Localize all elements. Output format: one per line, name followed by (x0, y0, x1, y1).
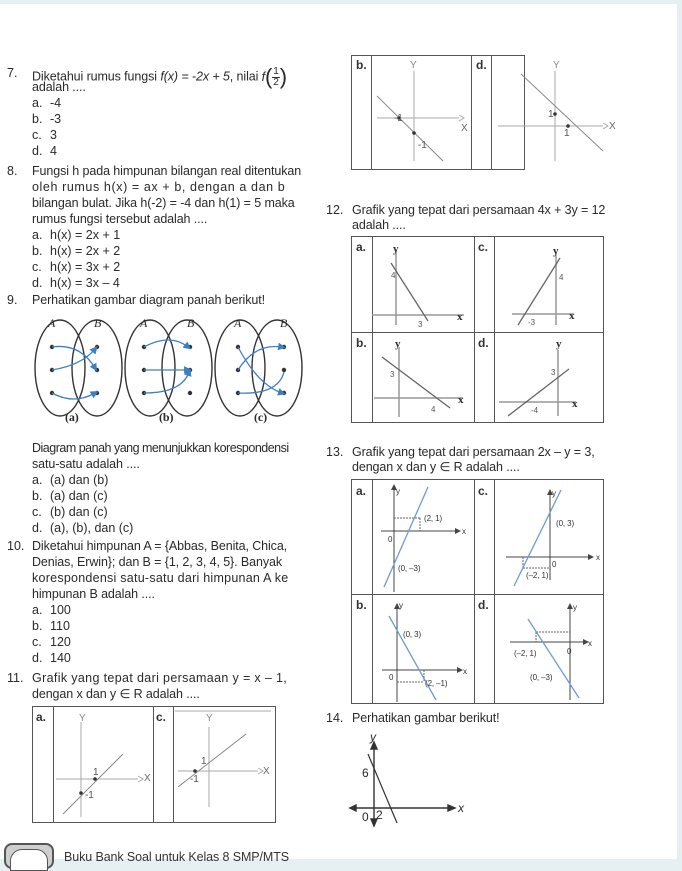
diagram-caption-b: (b) (159, 410, 174, 424)
intercept-label: 4 (431, 405, 436, 414)
intercept-label: -4 (531, 406, 538, 415)
question-text-line: Denias, Erwin}; dan B = {1, 2, 3, 4, 5}. Banyak (32, 555, 282, 569)
question-number: 12. (326, 203, 344, 217)
point-label: -1 (190, 774, 199, 785)
option-a[interactable]: a. h(x) = 2x + 1 (32, 228, 121, 242)
graph-option-c-label[interactable]: c. (156, 710, 167, 724)
question-text-line: Fungsi h pada himpunan bilangan real ditentukan (32, 164, 302, 178)
set-label-b: B (94, 316, 102, 330)
fraction-argument: f ( 1 2 ) (261, 64, 287, 89)
option-d[interactable]: d. 140 (32, 651, 71, 665)
graph-q13-a (372, 480, 472, 592)
y-axis-label: y (370, 730, 376, 744)
point-label: -1 (394, 113, 403, 124)
x-axis-label: x (596, 553, 600, 562)
graph-option-d-label[interactable]: d. (476, 58, 487, 72)
intercept-label: -3 (528, 318, 535, 327)
y-axis-label: Y (410, 60, 417, 71)
question-text-line: Grafik yang tepat dari persamaan 4x + 3y = 12 (352, 203, 606, 217)
question-number: 7. (7, 66, 18, 80)
x-axis-label: X (144, 773, 151, 784)
point-label: (0, –3) (398, 564, 421, 573)
x-axis-label: x (569, 310, 575, 322)
question-text-line: bilangan bulat. Jika h(-2) = -4 dan h(1) = 5 maka (32, 196, 295, 210)
set-label-b: B (187, 316, 195, 330)
question-text-line: Grafik yang tepat dari persamaan y = x – 1, (32, 671, 288, 685)
x-axis-label: x (462, 527, 466, 536)
graph-q13-b (372, 594, 472, 704)
intercept-label: 4 (391, 271, 396, 280)
question-text-line: satu-satu adalah .... (32, 457, 140, 471)
question-text: Perhatikan gambar diagram panah berikut! (32, 293, 265, 307)
point-label: -1 (418, 140, 427, 151)
graph-q12-d (494, 332, 604, 422)
graph-q13-c (494, 480, 604, 592)
intercept-label: 3 (551, 368, 556, 377)
question-text-line: dengan x dan y ∈ R adalah .... (32, 687, 200, 701)
graph-q11-c (173, 707, 273, 822)
y-axis-label: y (573, 603, 577, 612)
set-label-a: A (140, 316, 148, 330)
graph-option-b-label[interactable]: b. (356, 598, 367, 612)
question-text-line: Diketahui himpunan A = {Abbas, Benita, Chica, (32, 539, 288, 553)
question-text-line: dengan x dan y ∈ R adalah .... (352, 460, 520, 474)
graph-option-b-label[interactable]: b. (356, 58, 367, 72)
y-axis-label: Y (79, 713, 86, 724)
point-label: (2, 1) (424, 514, 443, 523)
set-label-b: B (280, 316, 288, 330)
x-axis-label: x (458, 801, 464, 815)
question-number: 14. (326, 711, 344, 725)
x-axis-label: X (609, 121, 616, 132)
origin-label: 0 (389, 673, 394, 682)
graph-q11-d (493, 56, 593, 169)
point-label: (0, –3) (530, 673, 553, 682)
option-a[interactable]: a. 100 (32, 603, 71, 617)
question-text-line: Grafik yang tepat dari persamaan 2x – y = 3, (352, 445, 595, 459)
option-a[interactable]: a. (a) dan (b) (32, 473, 109, 487)
set-label-a: A (48, 316, 56, 330)
option-d[interactable]: d. h(x) = 3x – 4 (32, 276, 120, 290)
x-axis-label: X (263, 766, 270, 777)
graph-option-b-label[interactable]: b. (356, 336, 367, 350)
question-text-line: himpunan B adalah .... (32, 587, 155, 601)
point-label: 1 (548, 109, 554, 120)
question-text-line: Diagram panah yang menunjukkan korespondensi (32, 441, 289, 455)
point-label: (–2, 1) (526, 571, 549, 580)
y-axis-label: y (399, 601, 403, 610)
option-c[interactable]: c. 120 (32, 635, 71, 649)
intercept-label: 3 (390, 370, 395, 379)
graph-option-a-label[interactable]: a. (356, 240, 367, 254)
option-d[interactable]: d. (a), (b), dan (c) (32, 521, 134, 535)
question-text-line2: adalah .... (32, 80, 86, 94)
question-text-line: adalah .... (352, 218, 406, 232)
graph-option-c-label[interactable]: c. (478, 484, 489, 498)
diagram-caption-a: (a) (65, 410, 79, 424)
point-label: 1 (93, 767, 99, 778)
point-label: 1 (564, 128, 570, 139)
option-b[interactable]: b. (a) dan (c) (32, 489, 108, 503)
point-label: (0, 3) (556, 519, 575, 528)
set-label-a: A (234, 316, 242, 330)
y-axis-label: y (395, 338, 401, 350)
y-axis-label: Y (553, 60, 560, 71)
origin-label: 0 (362, 810, 369, 824)
y-axis-label: y (553, 245, 559, 257)
graph-option-d-label[interactable]: d. (478, 598, 489, 612)
point-label: (–2, 1) (514, 649, 537, 658)
x-axis-label: x (463, 667, 467, 676)
question-text-line: rumus fungsi tersebut adalah .... (32, 212, 208, 226)
option-a[interactable]: a. -4 (32, 96, 62, 110)
point-label: (2, –1) (425, 679, 448, 688)
point-label: -1 (85, 790, 94, 801)
origin-label: 0 (552, 560, 557, 569)
option-b[interactable]: b. h(x) = 2x + 2 (32, 244, 121, 258)
question-number: 10. (7, 539, 25, 553)
y-intercept-label: 6 (362, 766, 369, 780)
intercept-label: 3 (418, 320, 423, 329)
option-b[interactable]: b. -3 (32, 112, 62, 126)
diagram-caption-c: (c) (254, 410, 268, 424)
question-number: 13. (326, 445, 344, 459)
option-d[interactable]: d. 4 (32, 144, 57, 158)
y-axis-label: Y (206, 713, 213, 724)
option-c[interactable]: c. (b) dan (c) (32, 505, 108, 519)
option-b[interactable]: b. 110 (32, 619, 70, 633)
footer-book-title: Buku Bank Soal untuk Kelas 8 SMP/MTS (64, 850, 289, 864)
origin-label: 0 (388, 535, 393, 544)
graph-q12-c (494, 237, 604, 331)
x-axis-label: x (588, 639, 592, 648)
question-number: 11. (7, 671, 24, 685)
question-text: Diketahui rumus fungsi f(x) = -2x + 5, nilai f ( 1 2 ) (32, 64, 287, 89)
x-axis-label: x (457, 311, 463, 323)
x-axis-label: x (572, 398, 578, 410)
option-c[interactable]: c. 3 (32, 128, 57, 142)
y-axis-label: y (552, 489, 556, 498)
y-axis-label: y (396, 487, 400, 496)
question-text: Perhatikan gambar berikut! (352, 711, 500, 725)
x-axis-label: X (461, 123, 468, 134)
intercept-label: 4 (559, 273, 564, 282)
question-number: 9. (7, 293, 18, 307)
book-logo-icon (4, 843, 54, 869)
question-text-line: oleh rumus h(x) = ax + b, dengan a dan b (32, 180, 286, 194)
y-axis-label: y (393, 243, 399, 255)
graph-option-c-label[interactable]: c. (478, 240, 489, 254)
question-text-line: korespondensi satu-satu dari himpunan A ke (32, 571, 289, 585)
point-label: 1 (201, 756, 207, 767)
graph-q11-a (53, 707, 153, 822)
x-intercept-label: 2 (376, 808, 383, 822)
origin-label: 0 (567, 647, 572, 656)
question-number: 8. (7, 164, 18, 178)
y-axis-label: y (556, 338, 562, 350)
point-label: (0, 3) (403, 630, 422, 639)
graph-option-a-label[interactable]: a. (356, 484, 367, 498)
x-axis-label: x (458, 394, 464, 406)
graph-option-d-label[interactable]: d. (478, 336, 489, 350)
graph-q12-b (372, 332, 472, 422)
option-c[interactable]: c. h(x) = 3x + 2 (32, 260, 121, 274)
graph-option-a-label[interactable]: a. (36, 710, 47, 724)
